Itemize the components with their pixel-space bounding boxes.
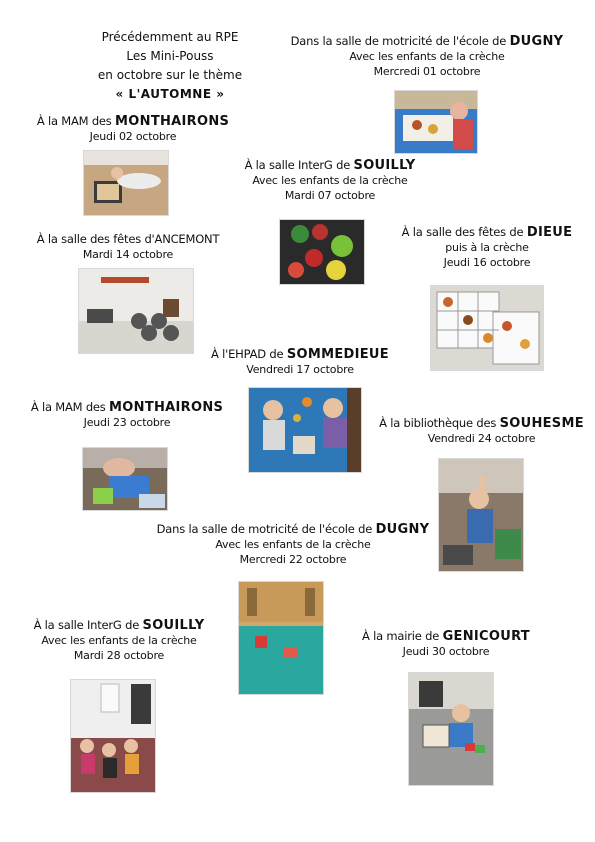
event-place: DIEUE <box>526 225 573 240</box>
title-line-2: Les Mini-Pouss <box>126 49 214 63</box>
title-line-4: « L'AUTOMNE » <box>115 87 225 101</box>
page-title <box>80 28 260 104</box>
event-line-2: Avec les enfants de la crèche <box>349 50 505 63</box>
photo-genicourt-30 <box>408 672 494 786</box>
event-date: Jeudi 16 octobre <box>443 256 531 269</box>
event-souilly-28 <box>14 618 224 663</box>
event-dugny-22 <box>152 522 434 567</box>
event-date: Mercredi 01 octobre <box>373 65 481 78</box>
photo-dugny-22 <box>238 581 324 695</box>
event-line-2: Avec les enfants de la crèche <box>252 174 408 187</box>
event-prefix: À la mairie de <box>362 629 443 643</box>
event-prefix: À la salle des fêtes d'ANCEMONT <box>36 232 220 246</box>
event-date: Jeudi 30 octobre <box>402 645 490 658</box>
event-place: SOUILLY <box>353 158 416 173</box>
event-ancemont-14 <box>18 232 238 262</box>
event-date: Jeudi 02 octobre <box>89 130 177 143</box>
event-sommedieue-17 <box>190 347 410 377</box>
event-monthairons-23 <box>22 400 232 430</box>
event-prefix: À la MAM des <box>30 400 110 414</box>
event-prefix: À la MAM des <box>36 114 116 128</box>
event-date: Jeudi 23 octobre <box>83 416 171 429</box>
event-place: SOMMEDIEUE <box>286 347 389 362</box>
event-place: DUGNY <box>375 522 430 537</box>
event-date: Mardi 14 octobre <box>82 248 174 261</box>
event-date: Mardi 07 octobre <box>284 189 376 202</box>
title-line-1: Précédemment au RPE <box>101 30 239 44</box>
event-place: SOUILLY <box>142 618 205 633</box>
title-line-3: en octobre sur le thème <box>97 68 243 82</box>
photo-souilly-28 <box>70 679 156 793</box>
photo-sommedieue-17 <box>248 387 362 473</box>
event-place: GENICOURT <box>442 629 530 644</box>
event-souilly-07 <box>220 158 440 203</box>
photo-ancemont-14 <box>78 268 194 354</box>
event-date: Mercredi 22 octobre <box>239 553 347 566</box>
event-dieue-16 <box>382 225 592 270</box>
photo-souilly-07 <box>279 219 365 285</box>
event-line-2: puis à la crèche <box>445 241 529 254</box>
event-place: DUGNY <box>509 34 564 49</box>
photo-souhesme-24 <box>438 458 524 572</box>
event-prefix: À la salle InterG de <box>244 158 354 172</box>
event-date: Vendredi 24 octobre <box>427 432 536 445</box>
photo-monthairons-23 <box>82 447 168 511</box>
event-genicourt-30 <box>346 629 546 659</box>
event-prefix: À la salle des fêtes de <box>401 225 527 239</box>
photo-dieue-16 <box>430 285 544 371</box>
event-place: MONTHAIRONS <box>109 400 224 415</box>
photo-dugny-01 <box>394 90 478 154</box>
event-prefix: Dans la salle de motricité de l'école de <box>156 522 376 536</box>
event-prefix: À l'EHPAD de <box>211 347 287 361</box>
event-dugny-01 <box>282 34 572 79</box>
event-souhesme-24 <box>374 416 589 446</box>
event-place: MONTHAIRONS <box>115 114 230 129</box>
event-prefix: À la bibliothèque des <box>379 416 500 430</box>
event-prefix: Dans la salle de motricité de l'école de <box>290 34 510 48</box>
photo-monthairons-02 <box>83 150 169 216</box>
event-line-2: Avec les enfants de la crèche <box>215 538 371 551</box>
event-monthairons-02 <box>28 114 238 144</box>
event-line-2: Avec les enfants de la crèche <box>41 634 197 647</box>
event-prefix: À la salle InterG de <box>33 618 143 632</box>
event-place: SOUHESME <box>499 416 584 431</box>
event-date: Vendredi 17 octobre <box>246 363 354 376</box>
event-date: Mardi 28 octobre <box>73 649 165 662</box>
